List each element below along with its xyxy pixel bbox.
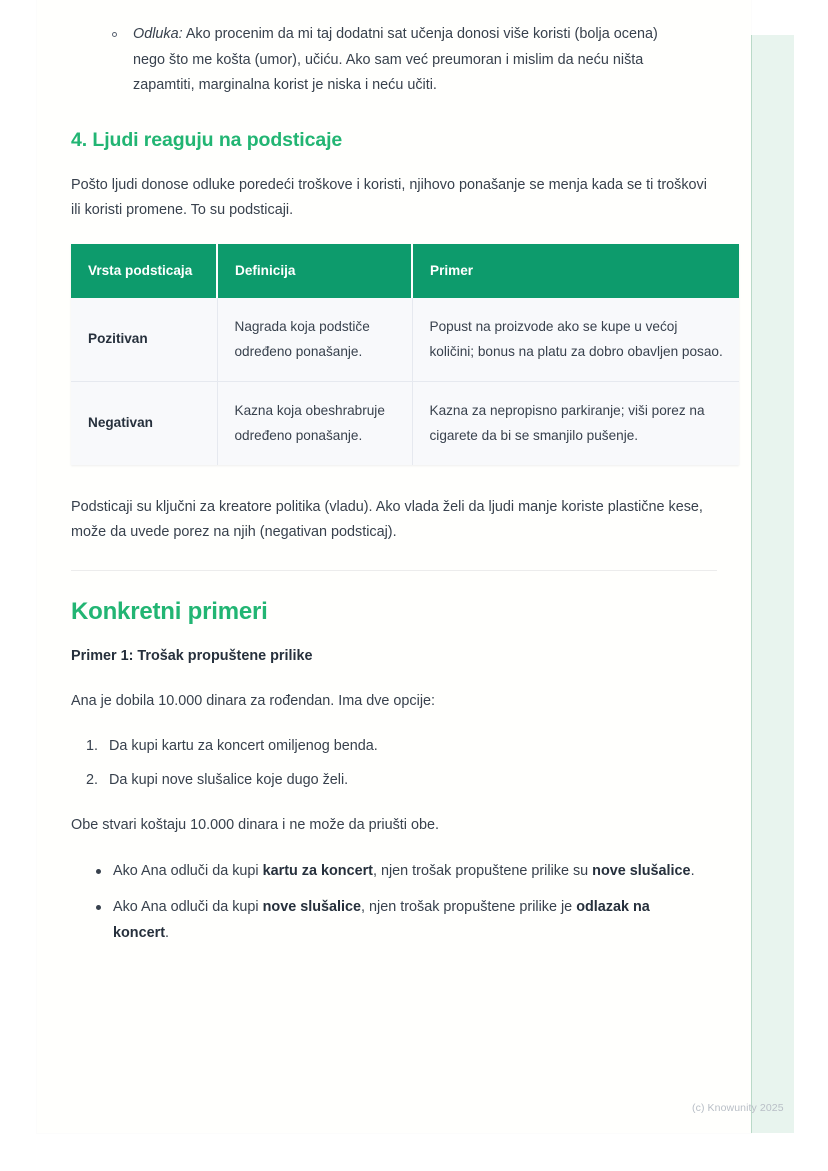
page-content bbox=[37, 0, 751, 946]
options-numbered-list bbox=[71, 734, 717, 793]
cell-example-positive: Popust na proizvode ako se kupe u većoj količini; bonus na platu za dobro obavljen posao. bbox=[412, 298, 739, 382]
table-header-row bbox=[71, 244, 739, 298]
section-4-intro-paragraph: Pošto ljudi donose odluke poredeći troškove i koristi, njihovo ponašanje se menja kada se ti troškovi ili koristi promene. To su podsticaji. bbox=[71, 176, 707, 218]
cell-type-negative: Negativan bbox=[71, 381, 217, 465]
column-header-example: Primer bbox=[412, 244, 739, 298]
decision-nested-list bbox=[71, 22, 717, 99]
decision-text: Ako procenim da mi taj dodatni sat učenja donosi više koristi (bolja ocena) nego što me košta (umor), učiću. Ako sam već preumoran i mislim da neću ništa zapamtiti, marginalna korist je niska i neću učiti. bbox=[133, 26, 658, 93]
copyright-watermark: (c) Knowunity 2025 bbox=[692, 1102, 784, 1114]
examples-heading: Konkretni primeri bbox=[71, 597, 268, 625]
list-item: Da kupi kartu za koncert omiljenog benda. bbox=[109, 738, 378, 754]
column-header-definition: Definicija bbox=[217, 244, 412, 298]
table-row bbox=[71, 298, 739, 382]
table-head bbox=[71, 244, 739, 298]
bullet-2-part2: , njen trošak propuštene prilike je bbox=[361, 899, 577, 915]
bullet-1-part3: . bbox=[690, 862, 695, 879]
decision-term: Odluka: bbox=[133, 26, 183, 42]
list-item bbox=[133, 22, 717, 99]
incentives-table bbox=[71, 244, 739, 465]
bullet-1-part2: , njen trošak propuštene prilike su bbox=[372, 862, 593, 879]
column-header-type: Vrsta podsticaja bbox=[71, 244, 217, 298]
bullet-1-bold1: kartu za koncert bbox=[262, 862, 373, 879]
opportunity-cost-bullet-list bbox=[71, 859, 717, 947]
bullet-2-part3: . bbox=[164, 924, 169, 941]
cell-definition-positive: Nagrada koja podstiče određeno ponašanje. bbox=[217, 298, 412, 382]
right-decorative-band bbox=[750, 35, 794, 1133]
cell-example-negative: Kazna za nepropisno parkiranje; viši porez na cigarete da bi se smanjilo pušenje. bbox=[429, 402, 705, 443]
table-row bbox=[71, 381, 739, 465]
cell-definition-negative: Kazna koja obeshrabruje određeno ponašanje. bbox=[217, 381, 412, 465]
section-4-heading: 4. Ljudi reaguju na podsticaje bbox=[71, 128, 343, 151]
section-4-closing-paragraph: Podsticaji su ključni za kreatore politika (vladu). Ako vlada želi da ljudi manje koriste plastične kese, može da uvede porez na njih (negativan podsticaj). bbox=[71, 498, 703, 540]
bullet-2-bold1: nove slušalice bbox=[262, 899, 361, 915]
example-1-middle-paragraph: Obe stvari koštaju 10.000 dinara i ne može da priušti obe. bbox=[71, 817, 439, 833]
list-item bbox=[113, 895, 717, 946]
section-divider bbox=[71, 570, 717, 571]
table-body bbox=[71, 298, 739, 465]
incentives-table-wrapper bbox=[71, 244, 723, 465]
example-1-subheading: Primer 1: Trošak propuštene prilike bbox=[71, 647, 313, 664]
bullet-1-part1: Ako Ana odluči da kupi bbox=[113, 862, 263, 879]
list-item bbox=[113, 859, 717, 885]
list-item: Da kupi nove slušalice koje dugo želi. bbox=[109, 771, 349, 788]
bullet-2-bold2: odlazak na koncert bbox=[113, 899, 650, 941]
example-1-lead-paragraph: Ana je dobila 10.000 dinara za rođendan. Ima dve opcije: bbox=[71, 692, 436, 709]
bullet-2-part1: Ako Ana odluči da kupi bbox=[113, 899, 263, 915]
document-page bbox=[37, 0, 751, 1133]
bullet-1-bold2: nove slušalice bbox=[592, 862, 691, 879]
cell-type-positive: Pozitivan bbox=[71, 298, 217, 382]
